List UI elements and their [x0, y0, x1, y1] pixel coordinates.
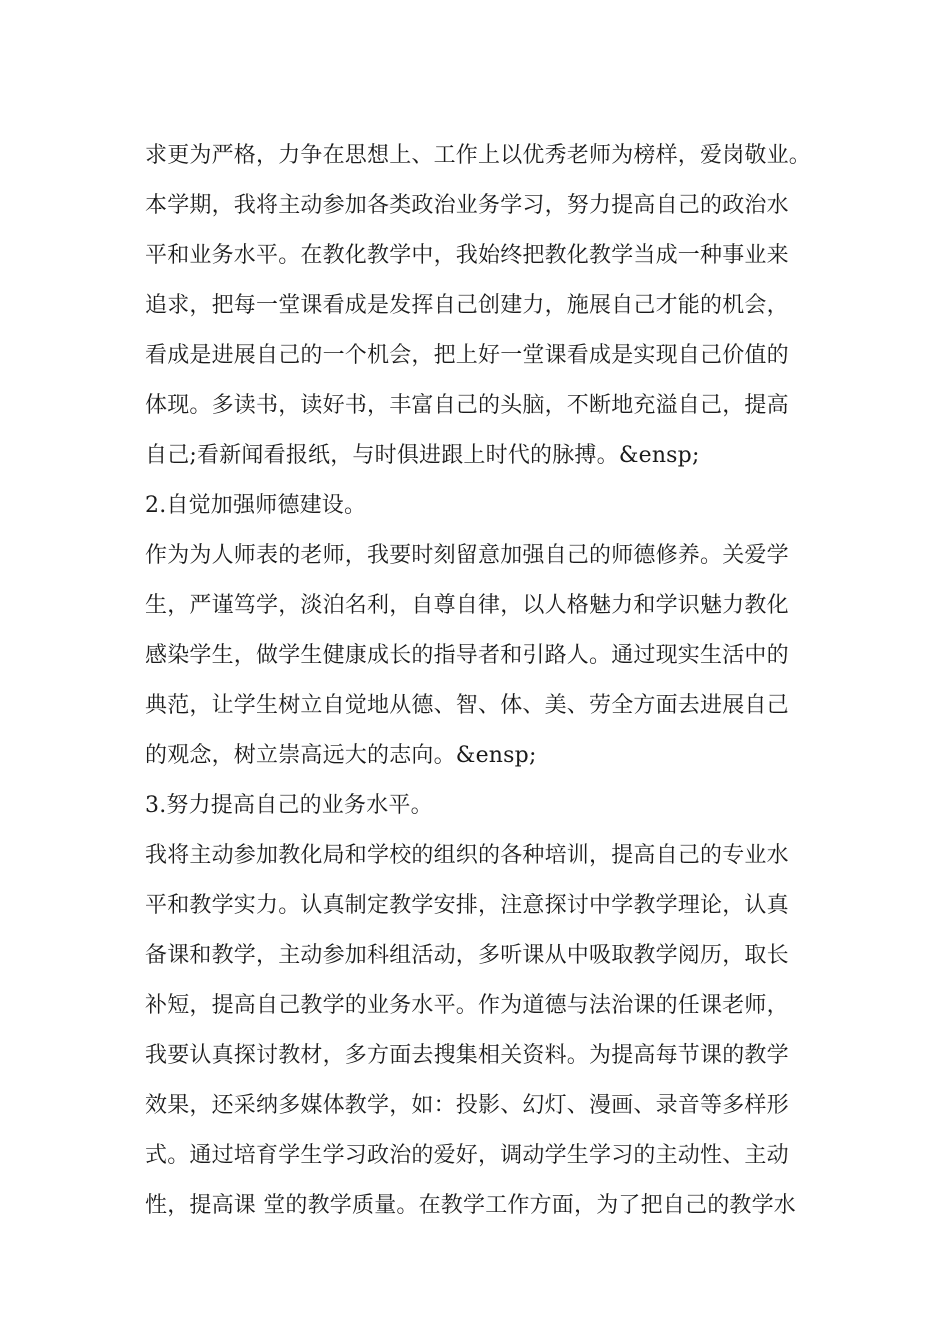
- section-heading: 3.努力提高自己的业务水平。: [145, 793, 433, 818]
- text-line: 式。通过培育学生学习政治的爱好，调动学生学习的主动性、主动: [145, 1143, 789, 1168]
- text-line: 感染学生，做学生健康成长的指导者和引路人。通过现实生活中的: [145, 643, 789, 668]
- text-line: 效果，还采纳多媒体教学，如：投影、幻灯、漫画、录音等多样形: [145, 1093, 789, 1118]
- text-line: 平和业务水平。在教化教学中，我始终把教化教学当成一种事业来: [145, 243, 789, 268]
- text-line: 看成是进展自己的一个机会，把上好一堂课看成是实现自己价值的: [145, 343, 789, 368]
- text-line: 我要认真探讨教材，多方面去搜集相关资料。为提高每节课的教学: [145, 1043, 789, 1068]
- text-line: 我将主动参加教化局和学校的组织的各种培训，提高自己的专业水: [145, 843, 789, 868]
- body-text: [145, 131, 825, 1231]
- text-line: 平和教学实力。认真制定教学安排，注意探讨中学教学理论，认真: [145, 893, 789, 918]
- section-heading: 2.自觉加强师德建设。: [145, 493, 367, 518]
- text-line: 自己;看新闻看报纸，与时俱进跟上时代的脉搏。&ensp;: [145, 443, 700, 468]
- text-line: 体现。多读书，读好书，丰富自己的头脑，不断地充溢自己，提高: [145, 393, 789, 418]
- text-line: 本学期，我将主动参加各类政治业务学习，努力提高自己的政治水: [145, 193, 789, 218]
- text-line: 备课和教学，主动参加科组活动，多听课从中吸取教学阅历，取长: [145, 943, 789, 968]
- text-line: 补短，提高自己教学的业务水平。作为道德与法治课的任课老师，: [145, 993, 789, 1018]
- text-line: 作为为人师表的老师，我要时刻留意加强自己的师德修养。关爱学: [145, 543, 789, 568]
- text-line: 典范，让学生树立自觉地从德、智、体、美、劳全方面去进展自己: [145, 693, 789, 718]
- text-line: 的观念，树立崇高远大的志向。&ensp;: [145, 743, 537, 768]
- text-line: 生，严谨笃学，淡泊名利，自尊自律，以人格魅力和学识魅力教化: [145, 593, 789, 618]
- text-line: 追求，把每一堂课看成是发挥自己创建力，施展自己才能的机会，: [145, 293, 789, 318]
- text-line: 求更为严格，力争在思想上、工作上以优秀老师为榜样，爱岗敬业。: [145, 143, 812, 168]
- text-line: 性，提高课 堂的教学质量。在教学工作方面，为了把自己的教学水: [145, 1193, 796, 1218]
